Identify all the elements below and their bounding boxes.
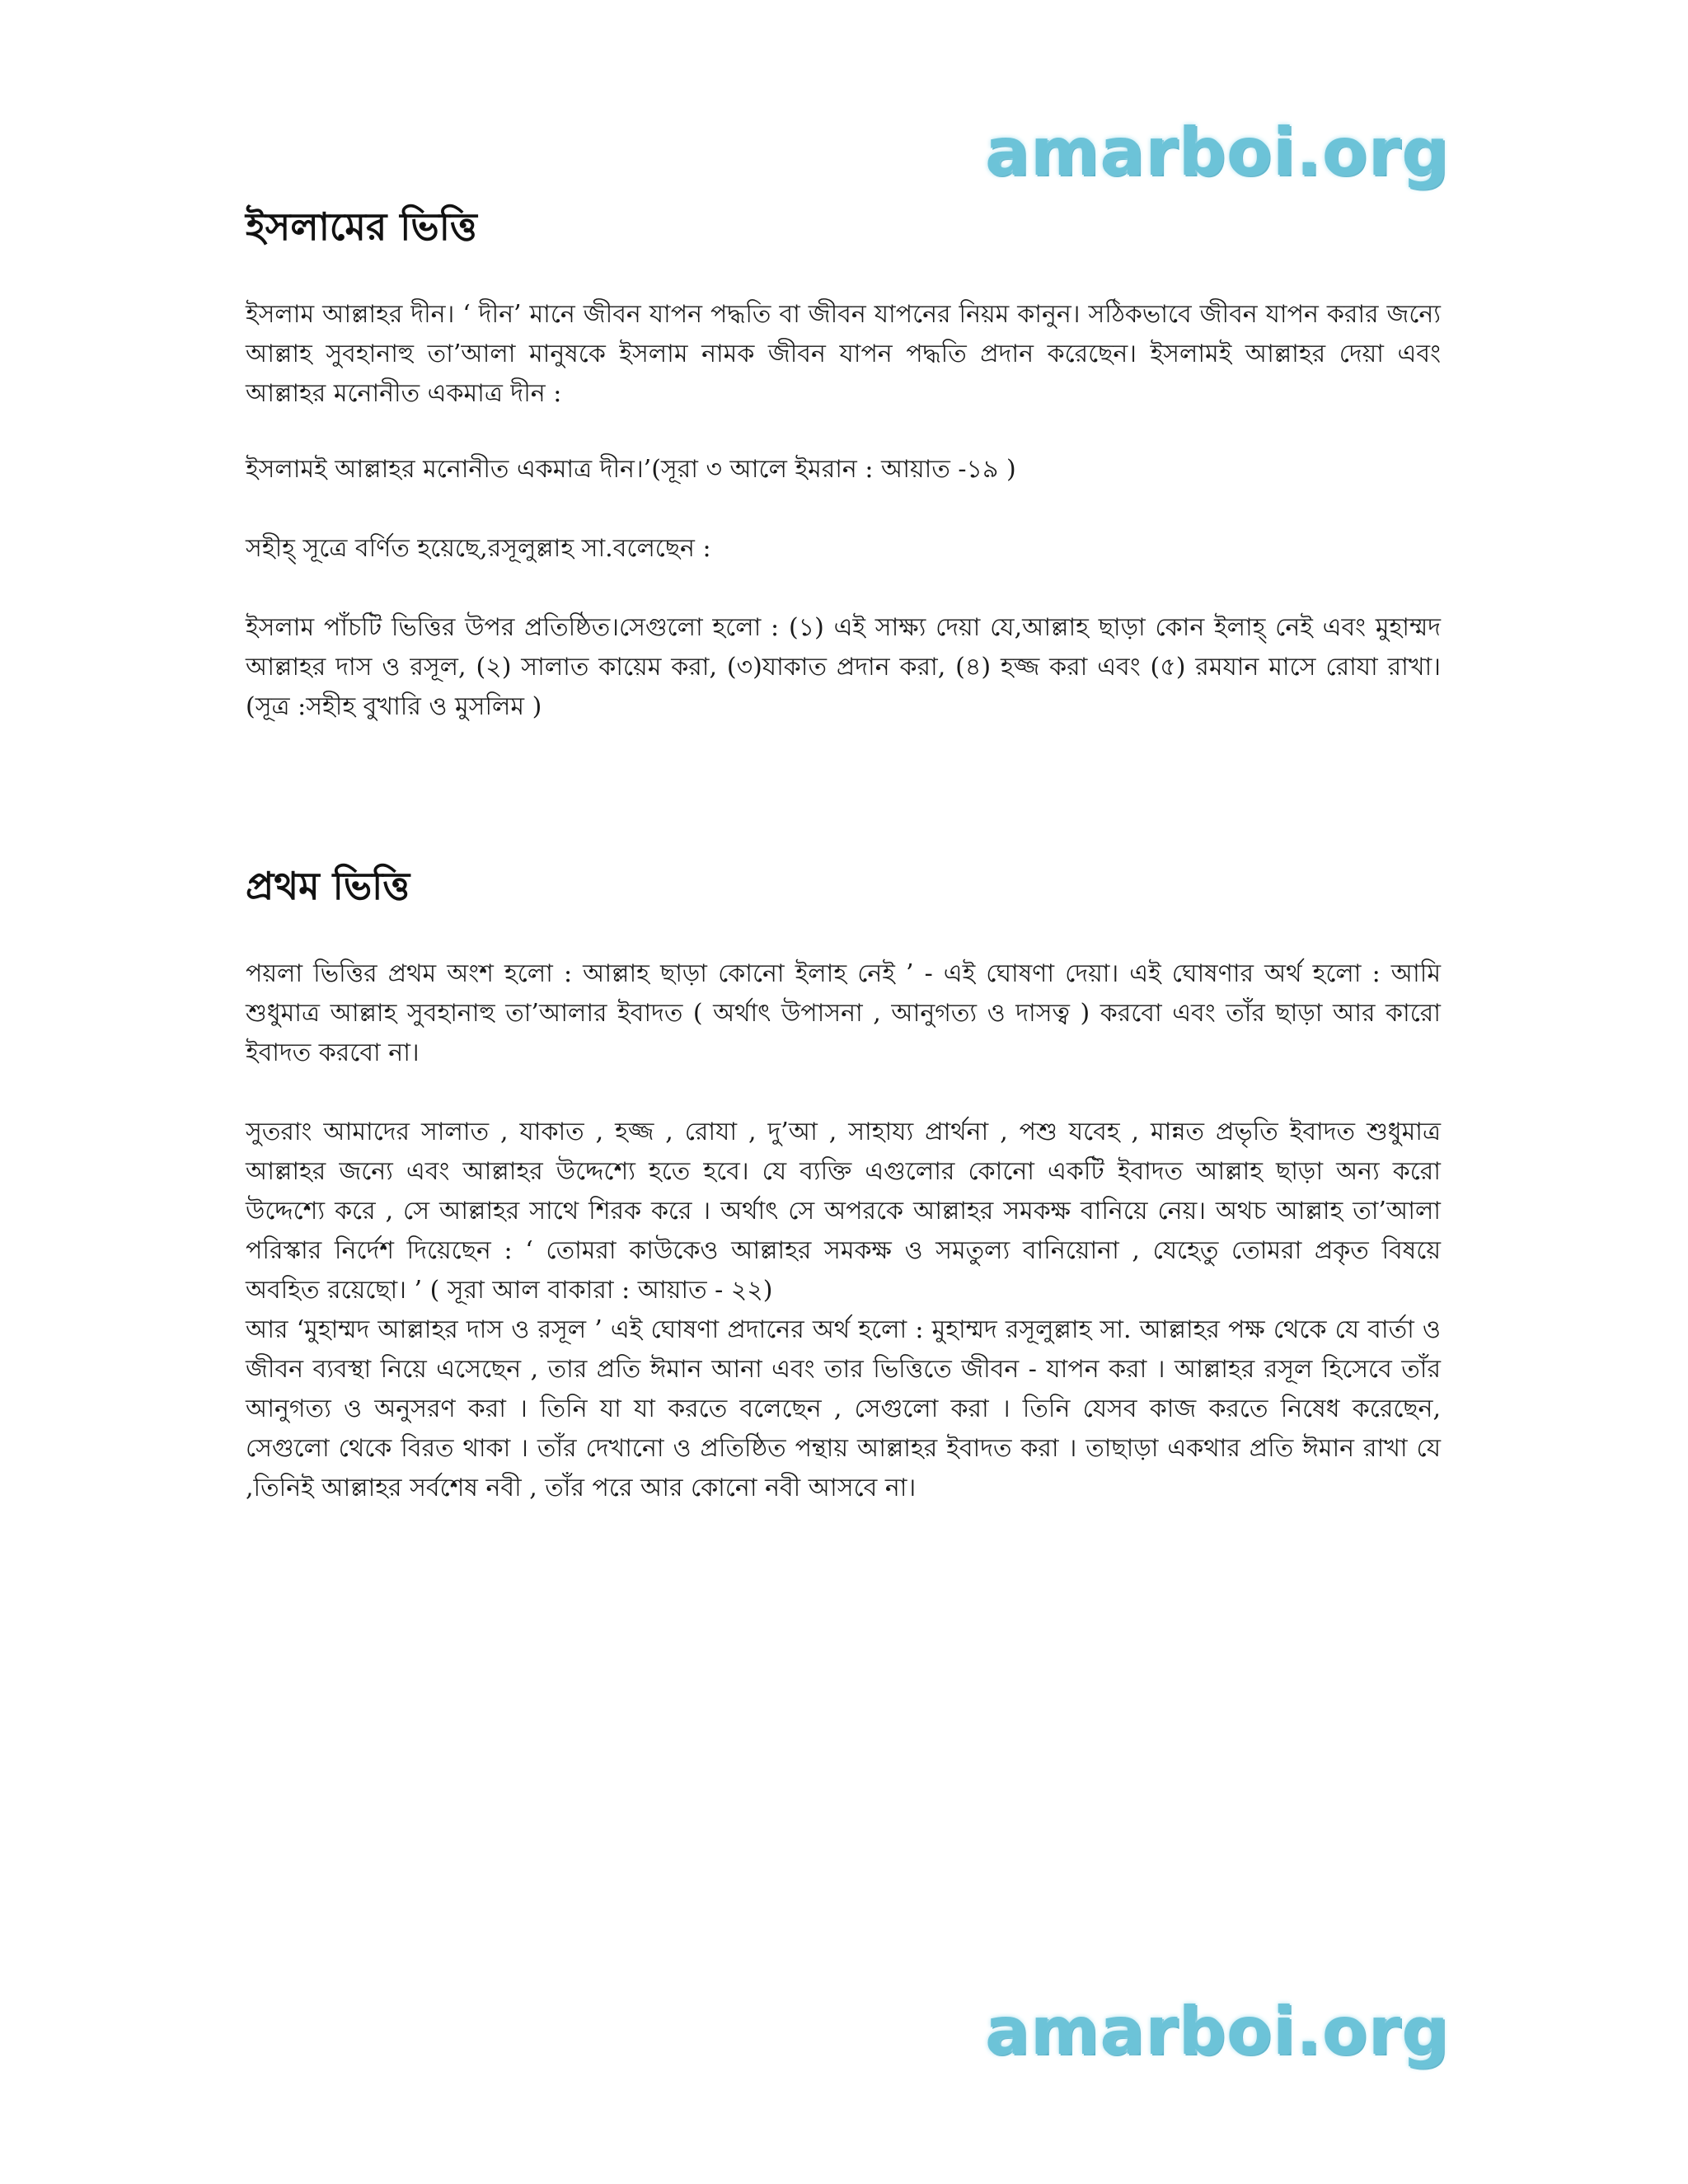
paragraph-five-pillars: ইসলাম পাঁচটি ভিত্তির উপর প্রতিষ্ঠিত।সেগুলো হলো : (১) এই সাক্ষ্য দেয়া যে,আল্লাহ ছাড়া কোন ইলাহ্‌ নেই এবং মুহাম্মদ আল্লাহর দাস ও রসূল, (২) সালাত কায়েম করা, (৩)যাকাত প্রদান করা, (৪) হজ্জ করা এবং (৫) রমযান মাসে রোযা রাখা। (সূত্র :সহীহ বুখারি ও মুসলিম ) — [246, 613, 1441, 721]
paragraph-first-pillar-meaning: পয়লা ভিত্তির প্রথম অংশ হলো : আল্লাহ ছাড়া কোনো ইলাহ নেই ’ - এই ঘোষণা দেয়া। এই ঘোষণার অর্থ হলো : আমি শুধুমাত্র আল্লাহ সুবহানাহু তা’আলার ইবাদত ( অর্থাৎ উপাসনা , আনুগত্য ও দাসত্ব ) করবো এবং তাঁর ছাড়া আর কারো ইবাদত করবো না। — [246, 959, 1441, 1067]
amarboi-watermark-top: amarboi.org — [985, 114, 1450, 190]
paragraph-quran-quote: ইসলামই আল্লাহর মনোনীত একমাত্র দীন।’(সূরা ৩ আলে ইমরান : আয়াত -১৯ ) — [246, 455, 1016, 484]
paragraph-hadith-intro: সহীহ্‌ সূত্রে বর্ণিত হয়েছে,রসূলুল্লাহ সা.বলেছেন : — [246, 534, 711, 563]
paragraph-muhammad-messenger: আর ‘মুহাম্মদ আল্লাহর দাস ও রসূল ’ এই ঘোষণা প্রদানের অর্থ হলো : মুহাম্মদ রসূলুল্লাহ সা. আল্লাহর পক্ষ থেকে যে বার্তা ও জীবন ব্যবস্থা নিয়ে এসেছেন , তার প্রতি ঈমান আনা এবং তার ভিত্তিতে জীবন - যাপন করা । আল্লাহর রসূল হিসেবে তাঁর আনুগত্য ও অনুসরণ করা । তিনি যা যা করতে বলেছেন , সেগুলো করা । তিনি যেসব কাজ করতে নিষেধ করেছেন, সেগুলো থেকে বিরত থাকা । তাঁর দেখানো ও প্রতিষ্ঠিত পন্থায় আল্লাহর ইবাদত করা । তাছাড়া একথার প্রতি ঈমান রাখা যে ,তিনিই আল্লাহর সর্বশেষ নবী , তাঁর পরে আর কোনো নবী আসবে না। — [246, 1315, 1441, 1502]
section-heading-first-pillar: প্রথম ভিত্তি — [246, 864, 410, 908]
section-heading-islam-foundation: ইসলামের ভিত্তি — [246, 204, 477, 249]
amarboi-watermark-bottom: amarboi.org — [985, 1993, 1450, 2069]
paragraph-intro: ইসলাম আল্লাহর দীন। ‘ দীন’ মানে জীবন যাপন পদ্ধতি বা জীবন যাপনের নিয়ম কানুন। সঠিকভাবে জীবন যাপন করার জন্যে আল্লাহ সুবহানাহু তা’আলা মানুষকে ইসলাম নামক জীবন যাপন পদ্ধতি প্রদান করেছেন। ইসলামই আল্লাহর দেয়া এবং আল্লাহর মনোনীত একমাত্র দীন : — [246, 300, 1441, 408]
paragraph-worship-only-allah: সুতরাং আমাদের সালাত , যাকাত , হজ্জ , রোযা , দু’আ , সাহায্য প্রার্থনা , পশু যবেহ , মান্নত প্রভৃতি ইবাদত শুধুমাত্র আল্লাহর জন্যে এবং আল্লাহর উদ্দেশ্যে হতে হবে। যে ব্যক্তি এগুলোর কোনো একটি ইবাদত আল্লাহ ছাড়া অন্য করো উদ্দেশ্যে করে , সে আল্লাহর সাথে শিরক করে । অর্থাৎ সে অপরকে আল্লাহর সমকক্ষ বানিয়ে নেয়। অথচ আল্লাহ তা’আলা পরিস্কার নির্দেশ দিয়েছেন : ‘ তোমরা কাউকেও আল্লাহর সমকক্ষ ও সমতুল্য বানিয়োনা , যেহেতু তোমরা প্রকৃত বিষয়ে অবহিত রয়েছো। ’ ( সূরা আল বাকারা : আয়াত - ২২) — [246, 1118, 1441, 1305]
